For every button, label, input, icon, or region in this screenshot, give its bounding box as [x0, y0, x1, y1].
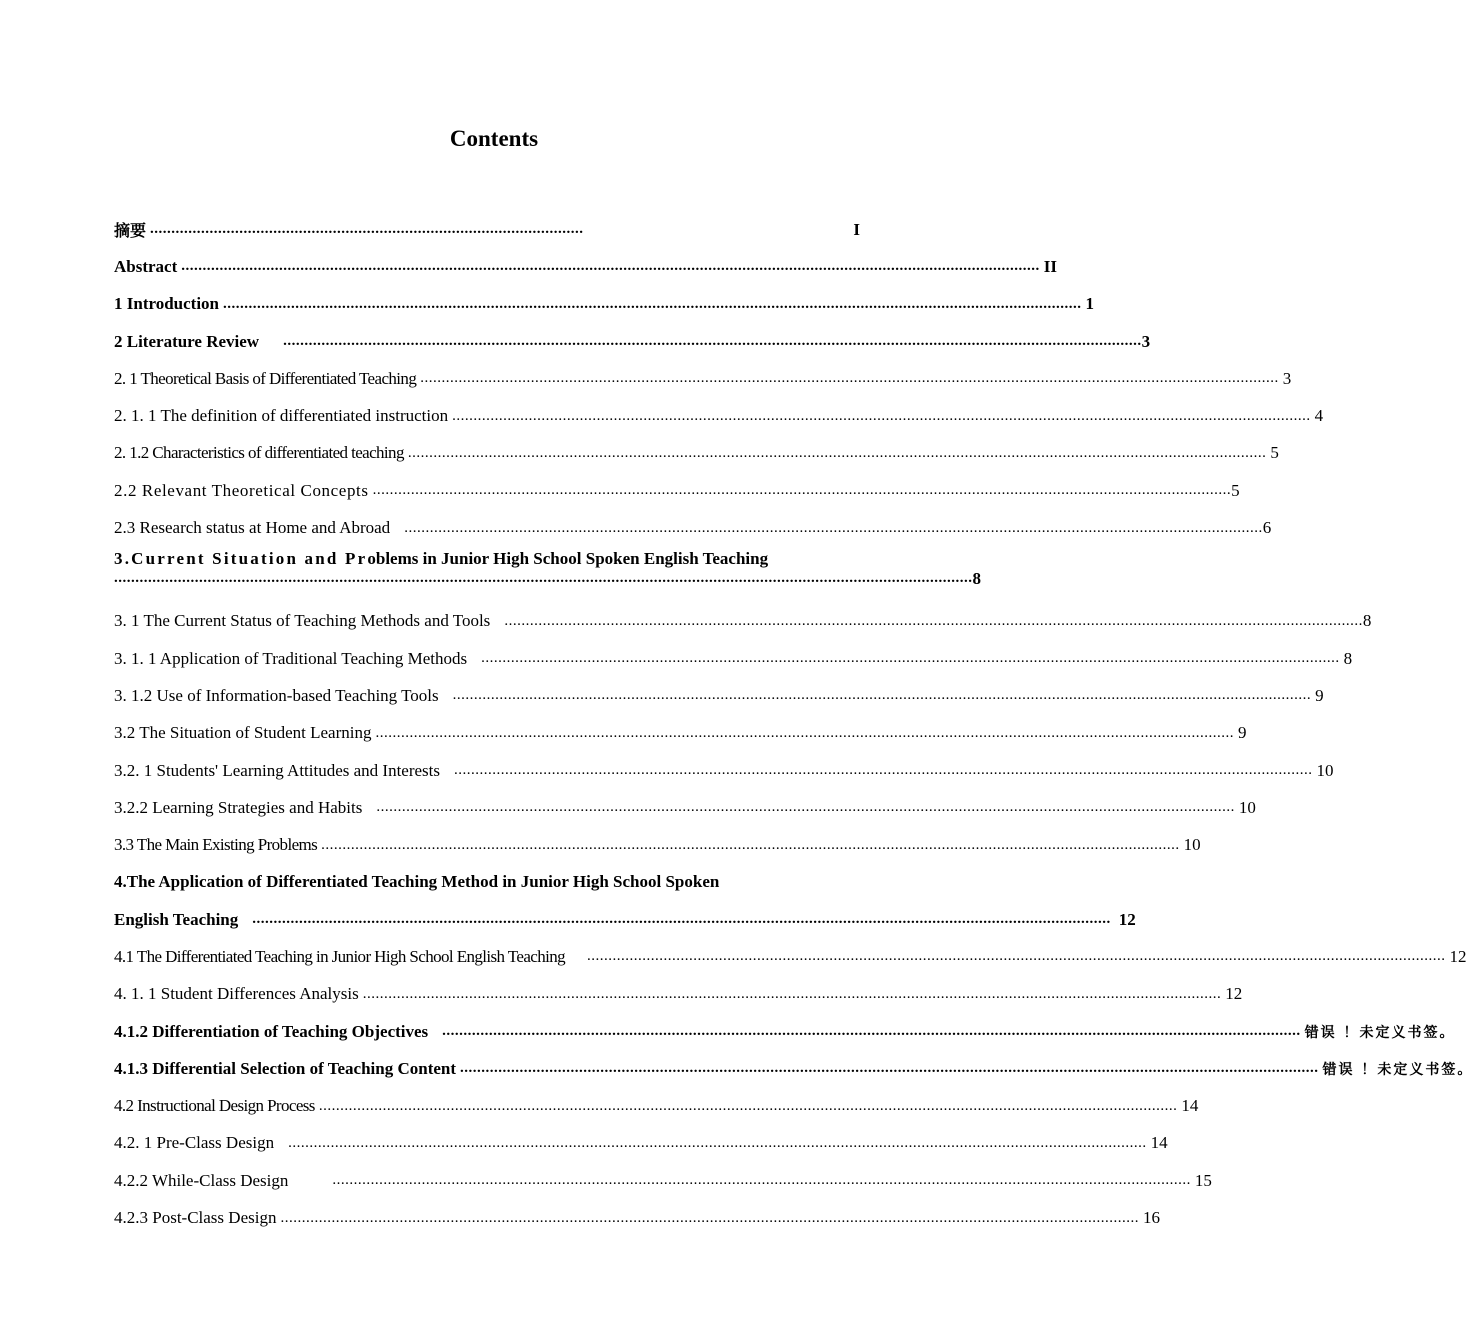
dot-leader: ..........................................................................................................................................................................................................: [332, 1172, 1191, 1189]
toc-entry-page: 15: [1194, 1170, 1212, 1190]
toc-entry-label: 3.2 The Situation of Student Learning: [114, 723, 372, 743]
toc-entry-label: 摘要: [114, 221, 147, 241]
toc-entry-label: 4.The Application of Differentiated Teaching Method in Junior High School Spoken: [114, 872, 720, 892]
toc-entry-page: 14: [1150, 1133, 1168, 1153]
toc-entry[interactable]: [114, 323, 1151, 360]
toc-entry-label: 3. 1.2 Use of Information-based Teaching Tools: [114, 685, 439, 705]
dot-leader: ......................................................................................................: [150, 221, 584, 238]
toc-entry[interactable]: [114, 715, 1247, 752]
toc-entry-page: 10: [1183, 835, 1201, 855]
toc-entry-label: 4. 1. 1 Student Differences Analysis: [114, 984, 359, 1004]
toc-entry-label: 2 Literature Review: [114, 331, 260, 351]
toc-entry-label-part: oblems in Junior High School Spoken English Teaching: [367, 548, 769, 568]
toc-entry-label: 4.1.2 Differentiation of Teaching Objectives: [114, 1021, 429, 1041]
dot-leader: ..........................................................................................................................................................................................................: [442, 1023, 1301, 1040]
dot-leader: ..........................................................................................................................................................................................................: [452, 407, 1311, 424]
toc-entry-label: 2. 1 Theoretical Basis of Differentiated Teaching: [114, 368, 417, 388]
toc-entry-label: 4.1 The Differentiated Teaching in Junior High School English Teaching: [114, 946, 566, 966]
toc-entry-page: 1: [1085, 294, 1095, 314]
toc-entry-label: English Teaching: [114, 909, 239, 929]
toc-entry-page: 9: [1315, 685, 1324, 705]
toc-entry[interactable]: [114, 938, 1467, 975]
toc-entry-page: 8: [972, 568, 981, 588]
toc-entry[interactable]: [114, 435, 1279, 472]
toc-entry-page: 12: [1449, 946, 1467, 966]
toc-entry-label: 1 Introduction: [114, 294, 220, 314]
toc-entry-page: 12: [1225, 984, 1243, 1004]
toc-entry-continuation[interactable]: [114, 901, 1136, 938]
dot-leader: ..........................................................................................................................................................................................................: [372, 482, 1232, 499]
toc-entry-label: 4.2.2 While-Class Design: [114, 1170, 289, 1190]
dot-leader: ..........................................................................................................................................................................................................: [504, 612, 1363, 629]
toc-entry-label: 3.3 The Main Existing Problems: [114, 835, 318, 855]
toc-entry-label: 3.2.2 Learning Strategies and Habits: [114, 797, 363, 817]
toc-entry-label: 3.2. 1 Students' Learning Attitudes and Interests: [114, 760, 441, 780]
toc-entry-page: 3: [1141, 331, 1151, 351]
toc-entry-label: 3. 1 The Current Status of Teaching Methods and Tools: [114, 611, 491, 631]
dot-leader: ..........................................................................................................................................................................................................: [288, 1134, 1147, 1151]
dot-leader: ..........................................................................................................................................................................................................: [407, 444, 1267, 461]
toc-entry-label: Abstract: [114, 256, 178, 276]
toc-entry[interactable]: [114, 1125, 1168, 1162]
dot-leader: ..........................................................................................................................................................................................................: [321, 836, 1180, 853]
toc-entry[interactable]: [114, 248, 1057, 285]
toc-entry-page: 9: [1237, 723, 1247, 743]
dot-leader: ..........................................................................................................................................................................................................: [454, 762, 1313, 778]
toc-entry-page: 5: [1231, 480, 1240, 500]
toc-entry-label: 2.2 Relevant Theoretical Concepts: [114, 480, 369, 500]
toc-entry-label: 2.3 Research status at Home and Abroad: [114, 518, 391, 538]
dot-leader: ..........................................................................................................................................................................................................: [280, 1209, 1139, 1226]
toc-entry-page: I: [853, 219, 860, 239]
toc-entry[interactable]: [114, 1050, 1473, 1087]
toc-entry-label: 4.2.3 Post-Class Design: [114, 1208, 277, 1228]
toc-entry[interactable]: [114, 1199, 1160, 1236]
toc-entry[interactable]: [114, 1013, 1456, 1050]
toc-entry[interactable]: [114, 397, 1324, 434]
toc-entry[interactable]: [114, 1162, 1212, 1199]
page-title: Contents: [449, 126, 539, 151]
dot-leader: ..........................................................................................................................................................................................................: [181, 258, 1040, 275]
toc-entry-page: 3: [1282, 368, 1292, 388]
dot-leader: ..........................................................................................................................................................................................................: [376, 799, 1235, 816]
toc-entry[interactable]: [114, 976, 1243, 1013]
toc-entry-page: 10: [1238, 797, 1256, 817]
toc-entry-page: 14: [1181, 1096, 1199, 1116]
toc-entry-page: 8: [1362, 611, 1372, 631]
toc-entry[interactable]: [114, 547, 981, 603]
toc-entry-page: 4: [1314, 406, 1324, 426]
dot-leader: ..........................................................................................................................................................................................................: [114, 570, 973, 587]
bookmark-error-text: 错误 ！未定义书签。: [1304, 1024, 1456, 1041]
dot-leader: ..........................................................................................................................................................................................................: [404, 519, 1263, 536]
toc-entry-leader-line: [114, 568, 981, 589]
dot-leader: ..........................................................................................................................................................................................................: [283, 333, 1142, 350]
dot-leader: ..........................................................................................................................................................................................................: [452, 687, 1312, 704]
toc-entry[interactable]: [114, 360, 1292, 397]
toc-entry-page: 16: [1142, 1208, 1160, 1228]
toc-entry-label-part: 3.Current Situation and Pr: [114, 548, 368, 568]
toc-entry-page: 8: [1343, 648, 1353, 668]
toc-entry[interactable]: [114, 826, 1201, 863]
table-of-contents: [114, 211, 1473, 1237]
toc-entry-page: 5: [1270, 443, 1279, 463]
toc-entry-label: 4.1.3 Differential Selection of Teaching Content: [114, 1058, 457, 1078]
dot-leader: ..........................................................................................................................................................................................................: [481, 650, 1340, 667]
dot-leader: ..........................................................................................................................................................................................................: [420, 370, 1279, 387]
toc-entry[interactable]: [114, 640, 1353, 677]
dot-leader: ..........................................................................................................................................................................................................: [223, 295, 1082, 312]
toc-entry-label: [114, 549, 768, 569]
toc-entry-label: 2. 1. 1 The definition of differentiated instruction: [114, 406, 449, 426]
dot-leader: ..........................................................................................................................................................................................................: [362, 985, 1222, 1002]
toc-entry-label: 4.2. 1 Pre-Class Design: [114, 1133, 275, 1153]
toc-entry[interactable]: [114, 472, 1240, 509]
toc-entry[interactable]: [114, 211, 860, 248]
toc-entry[interactable]: [114, 789, 1256, 826]
toc-entry[interactable]: [114, 286, 1095, 323]
toc-entry-label: 3. 1. 1 Application of Traditional Teaching Methods: [114, 648, 468, 668]
toc-entry[interactable]: [114, 603, 1372, 640]
toc-entry-page: II: [1043, 256, 1057, 276]
dot-leader: ..........................................................................................................................................................................................................: [460, 1060, 1319, 1077]
toc-entry-label: 4.2 Instructional Design Process: [114, 1096, 315, 1116]
toc-entry-page: 12: [1118, 909, 1136, 929]
dot-leader: ..........................................................................................................................................................................................................: [252, 911, 1111, 928]
dot-leader: ..........................................................................................................................................................................................................: [375, 724, 1234, 741]
toc-entry[interactable]: [114, 1088, 1199, 1125]
toc-entry[interactable]: [114, 752, 1334, 789]
toc-entry[interactable]: [114, 509, 1272, 546]
bookmark-error-text: 错误 ！未定义书签。: [1322, 1061, 1473, 1078]
toc-entry[interactable]: [114, 864, 860, 901]
toc-entry-label: 2. 1.2 Characteristics of differentiated teaching: [114, 443, 404, 463]
toc-entry[interactable]: [114, 677, 1324, 714]
dot-leader: ..........................................................................................................................................................................................................: [587, 948, 1446, 965]
dot-leader: ..........................................................................................................................................................................................................: [318, 1097, 1178, 1114]
toc-entry-page: 6: [1262, 518, 1272, 538]
toc-entry-page: 10: [1316, 760, 1334, 780]
